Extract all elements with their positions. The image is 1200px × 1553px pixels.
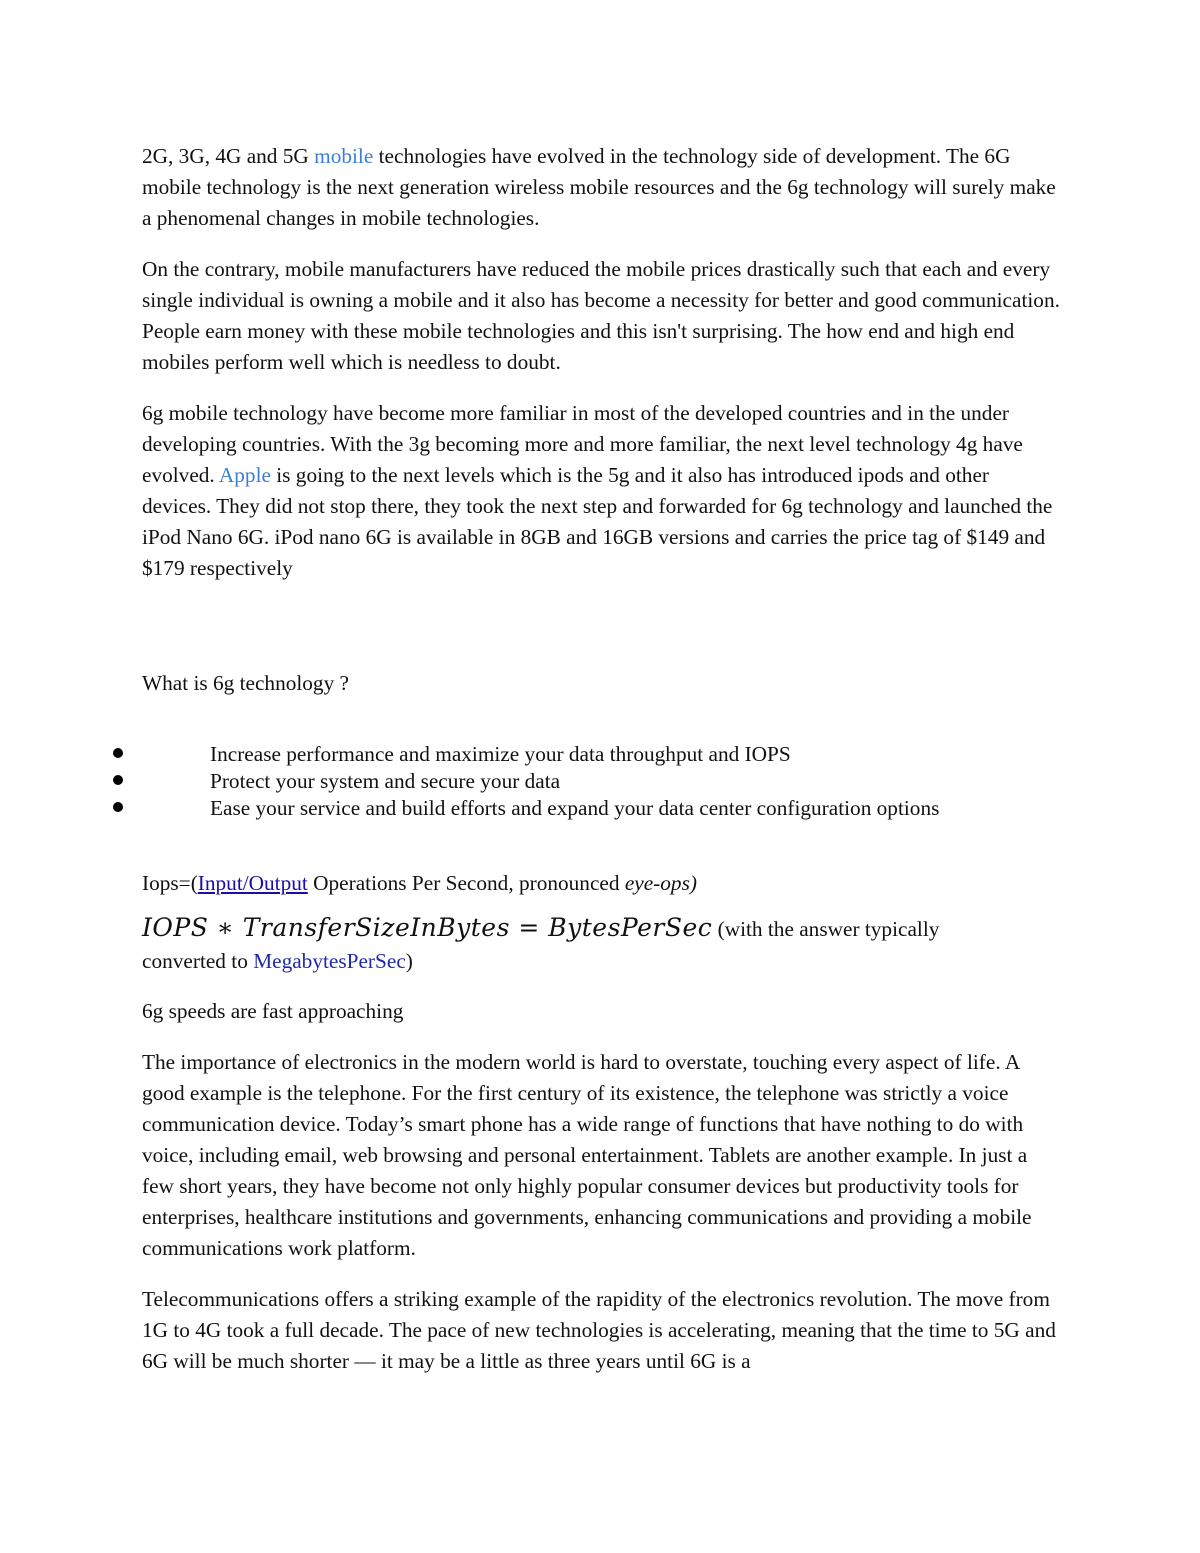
apple-link[interactable]: Apple <box>218 463 271 487</box>
input-output-link[interactable]: Input/Output <box>197 871 308 895</box>
megabytes-per-sec-link[interactable]: MegabytesPerSec <box>253 949 406 973</box>
manufacturers-paragraph: On the contrary, mobile manufacturers have reduced the mobile prices drastically such that each and every single individual is owning a mobile and it also has become a necessity for better and good communication. People earn money with these mobile technologies and this isn't surprising. The how end and high end mobiles perform well which is needless to doubt. <box>142 257 1060 374</box>
document-page <box>142 141 1062 1397</box>
mobile-link[interactable]: mobile <box>314 144 374 168</box>
6g-text-end: is going to the next levels which is the 5g and it also has introduced ipods and other devices. They did not stop there, they took the next step and forwarded for 6g technology and launched the iPod Nano 6G. iPod nano 6G is available in 8GB and 16GB versions and carries the price tag of $149 and $179 respectively <box>142 463 1053 580</box>
iops-pronunciation: eye-ops) <box>624 871 697 895</box>
bullet-icon <box>113 748 123 758</box>
intro-paragraph <box>142 141 1062 234</box>
6g-text-start: 6g mobile technology have become more familiar in most of the developed countries and in the under developing countries. With the 3g becoming more and more familiar, the next level technology 4g have evolved. <box>142 401 1023 487</box>
formula-cont-text: converted to <box>142 949 254 973</box>
telecommunications-paragraph: Telecommunications offers a striking example of the rapidity of the electronics revolution. The move from 1G to 4G took a full decade. The pace of new technologies is accelerating, meaning that the time to 5G and 6G will be much shorter — it may be a little as three years until 6G is a <box>142 1287 1056 1373</box>
list-item-text: Ease your service and build efforts and expand your data center configuration options <box>210 796 940 820</box>
iops-formula: IOPS ∗ TransferSizeInBytes = BytesPerSec <box>142 913 713 942</box>
iops-definition <box>142 868 1062 899</box>
section-question: What is 6g technology ? <box>142 671 349 695</box>
iops-middle: Operations Per Second, pronounced <box>307 871 625 895</box>
list-item-text: Protect your system and secure your data <box>210 769 561 793</box>
formula-continuation <box>142 946 1062 976</box>
iops-prefix: Iops=( <box>142 871 198 895</box>
electronics-paragraph: The importance of electronics in the modern world is hard to overstate, touching every aspect of life. A good example is the telephone. For the first century of its existence, the telephone was strictly a voice communication device. Today’s smart phone has a wide range of functions that have nothing to do with voice, including email, web browsing and personal entertainment. Tablets are another example. In just a few short years, they have become not only highly popular consumer devices but productivity tools for enterprises, healthcare institutions and governments, enhancing communications and providing a mobile communications work platform. <box>142 1050 1032 1260</box>
formula-line <box>142 911 1062 946</box>
6g-familiarity-paragraph <box>142 398 1062 584</box>
list-item <box>114 741 1062 768</box>
bullet-icon <box>113 802 123 812</box>
intro-text-start: 2G, 3G, 4G and 5G <box>142 144 315 168</box>
list-item-text: Increase performance and maximize your data throughput and IOPS <box>210 742 791 766</box>
list-item <box>114 768 1062 795</box>
intro-text-end: technologies have evolved in the technology side of development. The 6G mobile technology is the next generation wireless mobile resources and the 6g technology will surely make a phenomenal changes in mobile technologies. <box>142 144 1056 230</box>
feature-list <box>114 741 1062 822</box>
speeds-line: 6g speeds are fast approaching <box>142 999 404 1023</box>
formula-note: (with the answer typically <box>712 917 940 941</box>
formula-cont-end: ) <box>405 949 413 973</box>
list-item <box>114 795 1062 822</box>
bullet-icon <box>113 775 123 785</box>
